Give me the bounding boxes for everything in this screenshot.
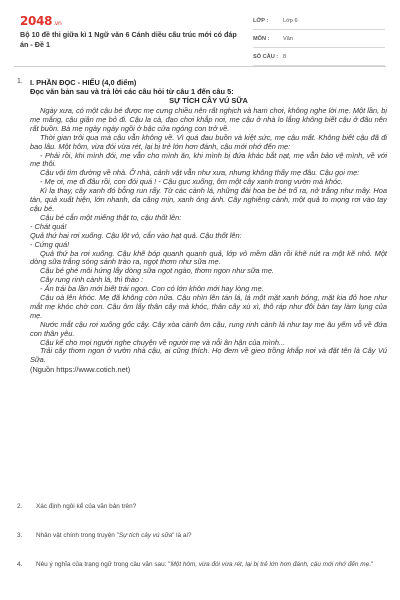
instruction-text: Đọc văn bản sau và trả lời các câu hỏi từ câu 1 đến câu 5:: [30, 87, 234, 96]
meta-info-box: [253, 12, 385, 66]
question-number: 3.: [17, 532, 23, 539]
story-paragraph: Cậu bé ghé môi hứng lấy dòng sữa ngọt ngào, thơm ngon như sữa mẹ.: [40, 266, 274, 276]
question-number: 1.: [17, 78, 23, 85]
story-paragraph: - Ăn trái ba lần mới biết trái ngon. Con có lớn khôn mới hay lòng mẹ.: [40, 284, 264, 294]
story-text: [30, 107, 387, 365]
meta-row-subject: [253, 30, 385, 48]
question-count-label: SỐ CÂU :: [253, 53, 279, 60]
meta-row-count: [253, 48, 385, 66]
story-paragraph: Cậu bé cắn một miếng thật to, cậu thốt lên:: [40, 212, 182, 222]
logo-suffix: .vn: [53, 20, 62, 27]
story-source: (Nguồn https://www.cotich.net): [30, 365, 131, 375]
question-3-text-after: " là ai?: [172, 532, 192, 539]
story-paragraph: Cậu kể cho mọi người nghe chuyện về người mẹ và nỗi ân hận của mình...: [40, 337, 286, 347]
story-title: SỰ TÍCH CÂY VÚ SỮA: [169, 96, 248, 105]
question-3: [17, 531, 387, 540]
document-title: Bộ 10 đề thi giữa kì 1 Ngữ văn 6 Cánh diều cấu trúc mới có đáp án - Đề 1: [20, 30, 237, 49]
story-paragraph: Cậu vội tìm đường về nhà. Ở nhà, cảnh vật vẫn như xưa, nhưng không thấy mẹ đâu. Cậu gọi mẹ:: [40, 168, 360, 178]
story-paragraph: Ngày xưa, có một cậu bé được mẹ cưng chiều nên rất nghịch và ham chơi, không nghe lời mẹ. Một lần, bị mẹ mắng, cậu giận mẹ bỏ đi. Cậu la cà, đạo chơi khắp nơi, mẹ cậu ở nhà lo lắng không biết cậu ở đâu nên rất buồn. Bà mẹ ngày ngày ngồi ở bậc cửa ngóng con trở về.: [30, 106, 387, 133]
question-1: [17, 78, 392, 374]
question-3-quoted-title: Sự tích cây vú sữa: [118, 532, 173, 539]
story-paragraph: Trải cây thơm ngon ở vườn nhà cậu, ai cũng thích. Họ đem về gieo trồng khắp nơi và đặt tên là Cây Vú Sữa.: [30, 346, 387, 365]
story-paragraph: Kì lạ thay, cây xanh đó bỗng run rẩy. Từ các cành lá, những đài hoa be bé trổ ra, nở trắng như mây. Hoa tàn, quả xuất hiện, lớn nhanh, da căng mịn, xanh óng ánh. Cây nghiêng cành, một quả to mọng rơi vào tay cậu bé.: [30, 186, 387, 213]
story-paragraph: Quả thứ ba rơi xuống. Cậu khẽ bóp quanh quanh quả, lớp vỏ mềm dần rồi khẽ nứt ra một kẽ nhỏ. Một dòng sữa trắng sóng sánh trào ra, ngọt thơm như sữa mẹ.: [30, 248, 387, 267]
question-number: 4.: [17, 561, 23, 568]
question-2-text: Xác định ngôi kể của văn bản trên?: [36, 503, 137, 510]
subject-value: Văn: [283, 35, 293, 42]
question-4-text-after: .": [369, 561, 374, 568]
meta-row-class: [253, 12, 385, 30]
question-number: 2.: [17, 503, 23, 510]
class-label: LỚP :: [253, 17, 269, 24]
story-paragraph: Nước mắt cậu rơi xuống gốc cây. Cây xòa cành ôm cậu, rung rinh cành lá như tay mẹ âu yếm vỗ về đứa con thân yêu.: [30, 319, 387, 338]
question-3-text: [36, 531, 387, 540]
story-paragraph: - Chát quá!: [30, 221, 67, 231]
question-3-text-before: Nhân vật chính trong truyện ": [36, 532, 119, 539]
header-divider: [14, 66, 386, 67]
story-paragraph: Quả thứ hai rơi xuống. Cậu lột vỏ, cắn vào hạt quả. Cậu thốt lên:: [30, 230, 242, 240]
story-paragraph: Thời gian trôi qua mà cậu vẫn không về. Vì quá đau buồn và kiệt sức, mẹ cậu mất. Không biết cậu đã đi bao lâu. Một hôm, vừa đói vừa rét, lại bị trẻ lớn hơn đánh, cậu mới nhớ đến mẹ:: [30, 132, 387, 151]
story-paragraph: - Cứng quá!: [30, 239, 70, 249]
story-paragraph: Cây rung rinh cành lá, thì thào :: [40, 275, 144, 285]
question-4-quoted-sentence: Một hôm, vừa đói vừa rét, lại bị trẻ lớn hơn đánh, cậu mới nhớ đến mẹ: [170, 561, 370, 568]
story-paragraph: - Mẹ ơi, mẹ đi đâu rồi, con đói quá ! - Cậu gục xuống, ôm một cây xanh trong vườn mà khóc.: [40, 177, 343, 187]
question-4-text-before: Nêu ý nghĩa của trạng ngữ trong câu văn sau: ": [36, 561, 171, 568]
question-count-value: 8: [283, 53, 287, 60]
subject-label: MÔN :: [253, 35, 270, 42]
section-heading: I. PHẦN ĐỌC - HIỂU (4,0 điểm): [30, 78, 137, 87]
logo-text: 2048: [20, 14, 53, 28]
question-4: [17, 560, 387, 569]
story-paragraph: Cậu oà lên khóc. Mẹ đã không còn nữa. Cậu nhìn lên tán lá, lá một mặt xanh bóng, mặt kia đỏ hoe như mắt mẹ khóc chờ con. Cậu ôm lấy thân cây mà khóc, thân cây xù xì, thô ráp như đôi bàn tay làm lụng của mẹ.: [30, 293, 387, 320]
question-1-body: [30, 78, 387, 374]
page-header: [0, 0, 400, 62]
site-logo[interactable]: [20, 14, 62, 28]
question-2: [17, 502, 387, 511]
story-paragraph: - Phải rồi, khi mình đói, mẹ vẫn cho mình ăn, khi mình bị đứa khác bắt nạt, mẹ vẫn bảo vệ mình, về với mẹ thôi.: [30, 150, 387, 169]
class-value: Lớp 6: [283, 17, 298, 24]
question-4-text: [36, 560, 387, 569]
